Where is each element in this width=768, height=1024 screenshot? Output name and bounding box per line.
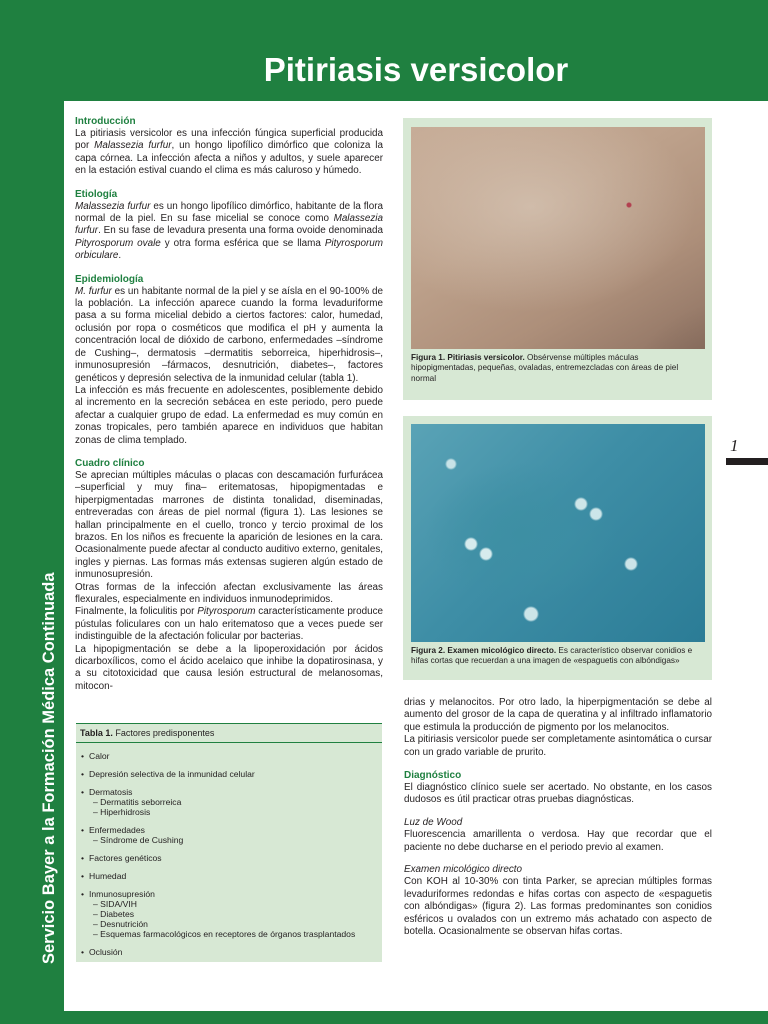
heading-cuadro-clinico: Cuadro clínico	[75, 457, 145, 469]
cuadro-paragraph-2: Otras formas de la infección afectan exclusivamente las áreas flexurales, especialmente en individuos inmunodeprimidos.	[75, 581, 383, 605]
table-item: • Calor	[81, 751, 110, 761]
etiologia-paragraph: Malassezia furfur es un hongo lipofílico dimórfico, habitante de la flora normal de la piel. En su fase micelial se conoce como Malassezia furfur. En su fase de levadura presenta una forma ovoide denominada Pityrosporum ovale y otra forma esférica que se llama Pityrosporum orbiculare.	[75, 200, 384, 262]
figure-2-photo	[411, 424, 705, 642]
cont-paragraph-2: La pitiriasis versicolor puede ser completamente asintomática o cursar con un grado variable de prurito.	[404, 734, 712, 758]
heading-luz-de-wood: Luz de Wood	[404, 816, 463, 828]
figure-2-caption: Figura 2. Examen micológico directo. Es característico observar conidios e hifas cortas que recuerdan a una imagen de «espaguetis con albóndigas»	[411, 646, 693, 666]
table-subitem: – Dermatitis seborreica	[93, 797, 182, 807]
table-title: Tabla 1. Factores predisponentes	[76, 724, 382, 743]
table-subitem: – Desnutrición	[93, 919, 148, 929]
table-subitem: – Hiperhidrosis	[93, 807, 151, 817]
cuadro-paragraph-1: Se aprecian múltiples máculas o placas con descamación furfurácea –superficial y muy fina– eritematosas, hipopigmentadas e hiperpigmentadas marrones de distinta tonalidad, diseminadas, entreveradas con áreas de piel normal (figura 1). Las lesiones se hallan principalmente en el cuello, tronco y tercio proximal de los brazos. En los niños es frecuente la aparición de lesiones en la cara. Ocasionalmente puede afectar al conducto auditivo externo, genitales, ingles y piernas. Las formas más extensas sugieren algún estado de inmunosupresión.	[75, 469, 383, 581]
heading-epidemiologia: Epidemiología	[75, 273, 144, 285]
table-item: • Factores genéticos	[81, 853, 162, 863]
heading-etiologia: Etiología	[75, 188, 118, 200]
table-subitem: – Esquemas farmacológicos en receptores de órganos trasplantados	[93, 929, 356, 939]
diagnostico-paragraph: El diagnóstico clínico suele ser acertado. No obstante, en los casos dudosos es útil practicar otras pruebas diagnósticas.	[404, 782, 712, 806]
figure-1-photo	[411, 127, 705, 349]
table-item: • Inmunosupresión – SIDA/VIH – Diabetes – Desnutrición – Esquemas farmacológicos en receptores de órganos trasplantados	[81, 889, 382, 939]
cont-paragraph-1: drias y melanocitos. Por otro lado, la hiperpigmentación se debe al aumento del grosor de la capa de queratina y al infiltrado inflamatorio que estimula la producción de pigmento por los melanocitos.	[404, 697, 712, 733]
page-title: Pitiriasis versicolor	[263, 51, 569, 88]
epidemiologia-paragraph-1: M. furfur es un habitante normal de la piel y se aísla en el 90-100% de la población. La infección aparece cuando la forma levaduriforme pasa a su forma micelial debido a ciertos factores: calor, humedad, oclusión por ropa o cosméticos que modifica el pH y aumenta la concentración local de dióxido de carbono, enfermedades –síndrome de Cushing–, dermatosis –dermatitis seborreica, hiperhidrosis–, inmunosupresión –fármacos, desnutrición, diabetes–, factores genéticos y depresión selectiva de la inmunidad celular (tabla 1).	[75, 285, 384, 384]
table-item: • Oclusión	[81, 947, 123, 957]
side-series-title: Servicio Bayer a la Formación Médica Continuada	[40, 572, 58, 964]
heading-diagnostico: Diagnóstico	[404, 770, 462, 782]
cuadro-paragraph-4: La hipopigmentación se debe a la lipoperoxidación por ácidos dicarboxílicos, como el ácido acelaico que inhibe la dopatirosinasa, y a su citotoxicidad que causa lesión estructural de melanosomas, mitocon-	[75, 643, 383, 692]
table-subitem: – Síndrome de Cushing	[93, 835, 184, 845]
footer-band	[64, 1011, 768, 1024]
heading-introduccion: Introducción	[75, 116, 136, 127]
table-list	[76, 751, 382, 957]
table-subitem: – Diabetes	[93, 909, 135, 919]
table-item: • Depresión selectiva de la inmunidad celular	[81, 769, 255, 779]
epidemiologia-paragraph-2: La infección es más frecuente en adolescentes, posiblemente debido al incremento en la secreción sebácea en este periodo, pero puede afectar a cualquier grupo de edad. La enfermedad es muy común en zonas tropicales, pero también aparece en individuos que habitan zonas de clima templado.	[75, 384, 383, 446]
heading-examen-micologico: Examen micológico directo	[404, 864, 523, 876]
page-number: 1	[730, 436, 739, 455]
column-left	[75, 115, 383, 693]
figure-2	[403, 416, 712, 680]
table-item: • Enfermedades – Síndrome de Cushing	[81, 825, 382, 845]
luz-de-wood-paragraph: Fluorescencia amarillenta o verdosa. Hay que recordar que el paciente no debe ducharse en el periodo previo al examen.	[404, 829, 712, 853]
examen-micologico-paragraph: Con KOH al 10-30% con tinta Parker, se aprecian múltiples formas levaduriformes redondas e hifas cortas con aspecto de «espaguetis con albóndigas» (figura 2). Las formas predominantes son conidios esféricos u ovalados con un extremo más achatado con aspecto de botella. Ocasionalmente se observan hifas cortas.	[404, 876, 712, 938]
table-factores	[76, 723, 382, 962]
cuadro-paragraph-3: Finalmente, la foliculitis por Pityrosporum característicamente produce pústulas foliculares con un halo eritematoso que a veces puede ser indistinguible de la afectación folicular por bacterias.	[75, 606, 384, 643]
table-item: • Dermatosis – Dermatitis seborreica – Hiperhidrosis	[81, 787, 382, 817]
figure-1-caption: Figura 1. Pitiriasis versicolor. Obsérvense múltiples máculas hipopigmentadas, pequeñas, ovaladas, entremezcladas con áreas de piel normal	[411, 353, 679, 383]
table-item: • Humedad	[81, 871, 127, 881]
intro-paragraph: La pitiriasis versicolor es una infección fúngica superficial producida por Malassezia furfur, un hongo lipofílico dimórfico que coloniza la capa córnea. La infección afecta a niños y adultos, y suele aparecer en la estación estival cuando el clima es más caluroso y húmedo.	[75, 128, 383, 177]
column-right	[404, 697, 712, 939]
table-subitem: – SIDA/VIH	[93, 899, 137, 909]
page-marker	[726, 458, 768, 465]
figure-1	[403, 118, 712, 400]
